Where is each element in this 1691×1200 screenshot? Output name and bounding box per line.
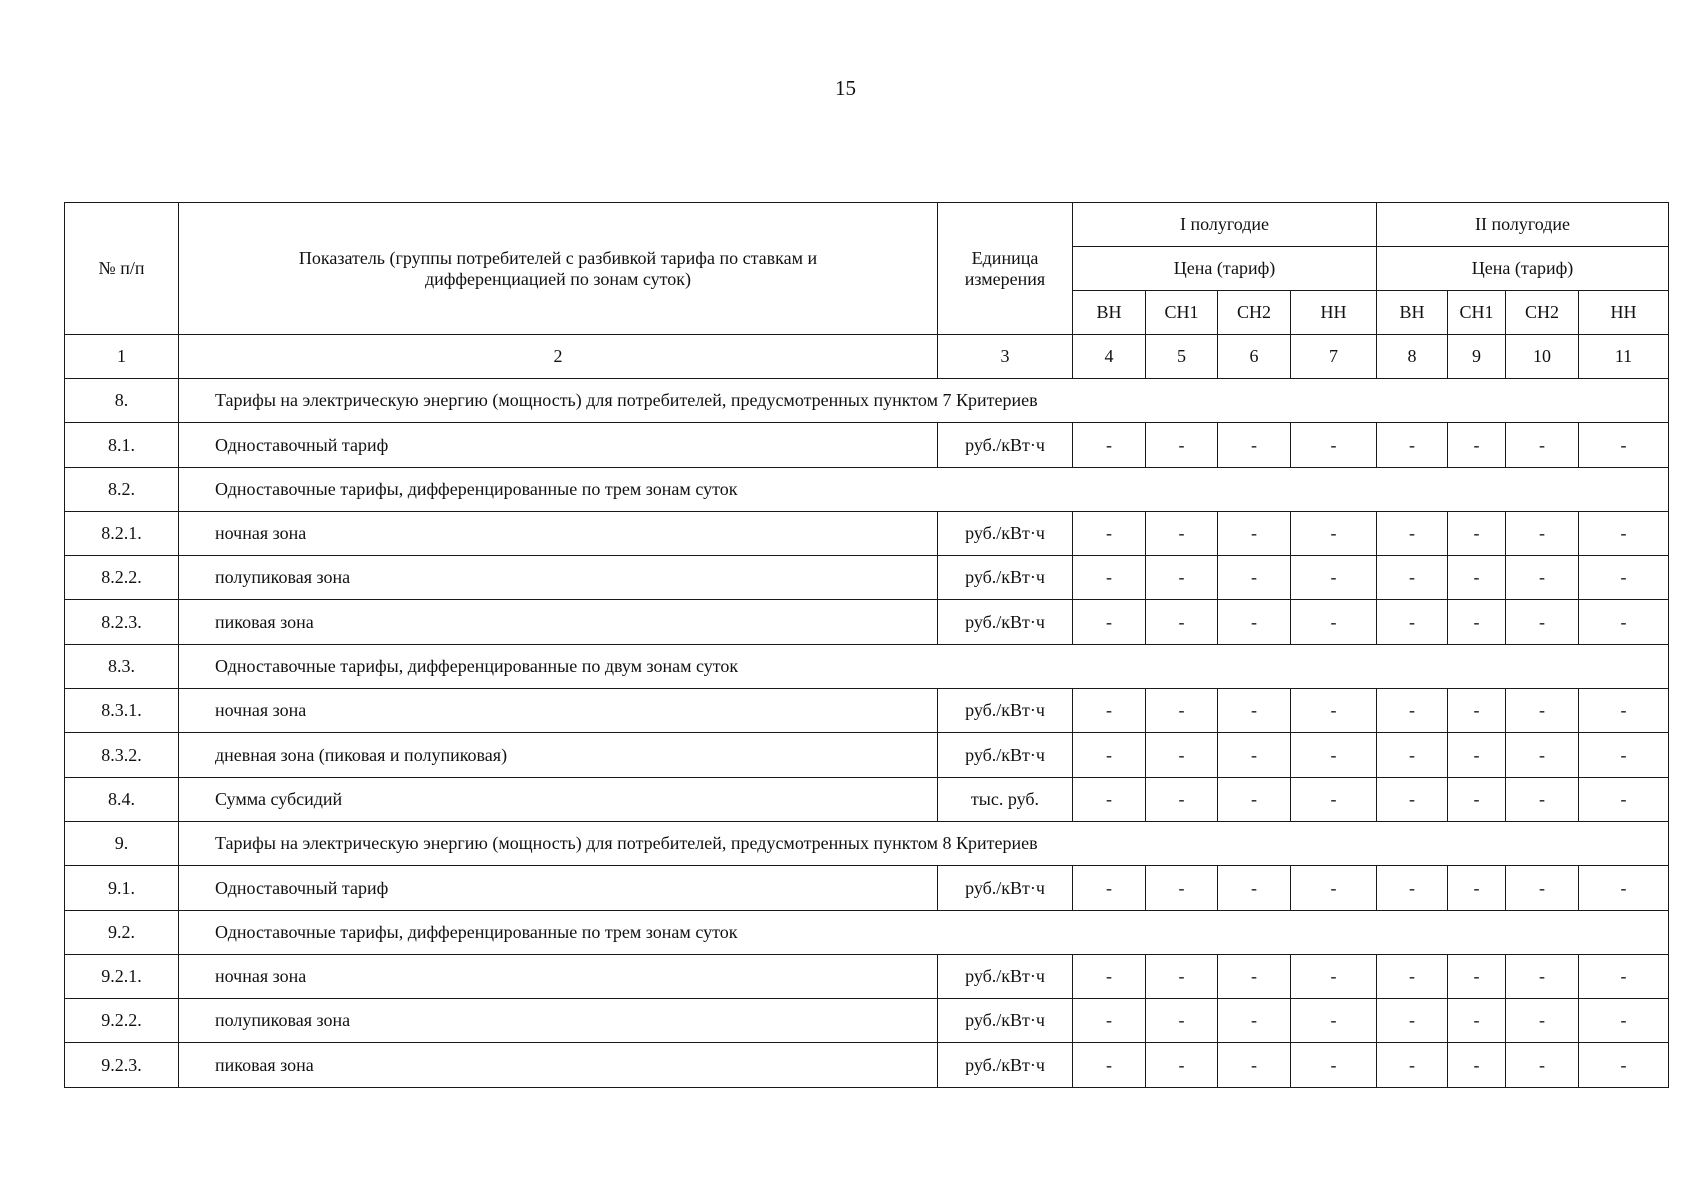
value-cell: -	[1579, 777, 1669, 821]
value-cell: -	[1218, 556, 1291, 600]
level-sn2-2: СН2	[1506, 291, 1579, 335]
col-number: 6	[1218, 335, 1291, 379]
value-cell: -	[1146, 733, 1218, 777]
row-number: 9.1.	[65, 866, 179, 910]
value-cell: -	[1506, 511, 1579, 555]
col-number: 9	[1448, 335, 1506, 379]
header-col-unit: Единица измерения	[938, 203, 1073, 335]
value-cell: -	[1448, 733, 1506, 777]
value-cell: -	[1377, 556, 1448, 600]
header-col-num: № п/п	[65, 203, 179, 335]
col-number: 5	[1146, 335, 1218, 379]
value-cell: -	[1448, 866, 1506, 910]
value-cell: -	[1377, 954, 1448, 998]
value-cell: -	[1073, 423, 1146, 467]
header-half-1: I полугодие	[1073, 203, 1377, 247]
value-cell: -	[1506, 600, 1579, 644]
value-cell: -	[1073, 999, 1146, 1043]
section-title: Одноставочные тарифы, дифференцированные по трем зонам суток	[179, 910, 1669, 954]
value-cell: -	[1506, 999, 1579, 1043]
row-number: 9.	[65, 821, 179, 865]
header-price-2: Цена (тариф)	[1377, 247, 1669, 291]
section-title: Одноставочные тарифы, дифференцированные по трем зонам суток	[179, 467, 1669, 511]
unit-cell: руб./кВт·ч	[938, 954, 1073, 998]
row-number: 9.2.	[65, 910, 179, 954]
section-row	[65, 644, 1669, 688]
value-cell: -	[1291, 511, 1377, 555]
row-number: 8.2.2.	[65, 556, 179, 600]
unit-cell: руб./кВт·ч	[938, 733, 1073, 777]
value-cell: -	[1448, 1043, 1506, 1087]
value-cell: -	[1506, 556, 1579, 600]
section-title: Тарифы на электрическую энергию (мощность) для потребителей, предусмотренных пунктом 8 Критериев	[179, 821, 1669, 865]
value-cell: -	[1291, 1043, 1377, 1087]
table-row	[65, 999, 1669, 1043]
value-cell: -	[1218, 511, 1291, 555]
unit-cell: руб./кВт·ч	[938, 600, 1073, 644]
indicator-cell: пиковая зона	[179, 1043, 938, 1087]
value-cell: -	[1448, 689, 1506, 733]
value-cell: -	[1377, 999, 1448, 1043]
indicator-cell: Одноставочный тариф	[179, 866, 938, 910]
value-cell: -	[1073, 689, 1146, 733]
value-cell: -	[1506, 866, 1579, 910]
value-cell: -	[1146, 689, 1218, 733]
indicator-cell: полупиковая зона	[179, 999, 938, 1043]
unit-cell: руб./кВт·ч	[938, 556, 1073, 600]
unit-cell: руб./кВт·ч	[938, 999, 1073, 1043]
value-cell: -	[1448, 999, 1506, 1043]
table-row	[65, 733, 1669, 777]
value-cell: -	[1579, 423, 1669, 467]
value-cell: -	[1218, 999, 1291, 1043]
row-number: 8.4.	[65, 777, 179, 821]
value-cell: -	[1146, 954, 1218, 998]
value-cell: -	[1073, 600, 1146, 644]
col-number: 10	[1506, 335, 1579, 379]
value-cell: -	[1579, 600, 1669, 644]
row-number: 9.2.1.	[65, 954, 179, 998]
col-number: 1	[65, 335, 179, 379]
level-vn-1: ВН	[1073, 291, 1146, 335]
value-cell: -	[1073, 733, 1146, 777]
indicator-cell: полупиковая зона	[179, 556, 938, 600]
value-cell: -	[1377, 423, 1448, 467]
value-cell: -	[1218, 954, 1291, 998]
value-cell: -	[1073, 1043, 1146, 1087]
level-nn-1: НН	[1291, 291, 1377, 335]
value-cell: -	[1579, 689, 1669, 733]
row-number: 8.3.2.	[65, 733, 179, 777]
row-number: 9.2.2.	[65, 999, 179, 1043]
indicator-cell: дневная зона (пиковая и полупиковая)	[179, 733, 938, 777]
value-cell: -	[1218, 1043, 1291, 1087]
unit-cell: руб./кВт·ч	[938, 423, 1073, 467]
value-cell: -	[1506, 423, 1579, 467]
value-cell: -	[1448, 511, 1506, 555]
table-row	[65, 1043, 1669, 1087]
value-cell: -	[1579, 511, 1669, 555]
value-cell: -	[1448, 423, 1506, 467]
row-number: 8.2.1.	[65, 511, 179, 555]
level-sn1-2: СН1	[1448, 291, 1506, 335]
row-number: 9.2.3.	[65, 1043, 179, 1087]
value-cell: -	[1291, 733, 1377, 777]
row-number: 8.2.3.	[65, 600, 179, 644]
row-number: 8.3.	[65, 644, 179, 688]
value-cell: -	[1579, 556, 1669, 600]
value-cell: -	[1218, 866, 1291, 910]
row-number: 8.	[65, 379, 179, 423]
value-cell: -	[1073, 954, 1146, 998]
value-cell: -	[1073, 556, 1146, 600]
header-row-halves	[65, 203, 1669, 247]
section-row	[65, 821, 1669, 865]
value-cell: -	[1291, 777, 1377, 821]
value-cell: -	[1291, 556, 1377, 600]
value-cell: -	[1218, 423, 1291, 467]
value-cell: -	[1377, 689, 1448, 733]
value-cell: -	[1506, 1043, 1579, 1087]
unit-cell: руб./кВт·ч	[938, 511, 1073, 555]
value-cell: -	[1291, 689, 1377, 733]
unit-cell: тыс. руб.	[938, 777, 1073, 821]
value-cell: -	[1291, 999, 1377, 1043]
value-cell: -	[1448, 600, 1506, 644]
col-number: 11	[1579, 335, 1669, 379]
indicator-cell: Сумма субсидий	[179, 777, 938, 821]
value-cell: -	[1073, 866, 1146, 910]
value-cell: -	[1579, 866, 1669, 910]
header-row-column-numbers	[65, 335, 1669, 379]
table-row	[65, 556, 1669, 600]
value-cell: -	[1073, 777, 1146, 821]
section-row	[65, 910, 1669, 954]
table-row	[65, 954, 1669, 998]
level-sn2-1: СН2	[1218, 291, 1291, 335]
table-row	[65, 423, 1669, 467]
value-cell: -	[1218, 600, 1291, 644]
row-number: 8.2.	[65, 467, 179, 511]
indicator-cell: ночная зона	[179, 689, 938, 733]
value-cell: -	[1291, 423, 1377, 467]
value-cell: -	[1377, 600, 1448, 644]
page-number: 15	[835, 76, 856, 100]
value-cell: -	[1377, 866, 1448, 910]
section-row	[65, 467, 1669, 511]
table-row	[65, 511, 1669, 555]
section-title: Тарифы на электрическую энергию (мощность) для потребителей, предусмотренных пунктом 7 Критериев	[179, 379, 1669, 423]
unit-cell: руб./кВт·ч	[938, 866, 1073, 910]
value-cell: -	[1218, 733, 1291, 777]
value-cell: -	[1377, 1043, 1448, 1087]
section-title: Одноставочные тарифы, дифференцированные по двум зонам суток	[179, 644, 1669, 688]
indicator-cell: ночная зона	[179, 954, 938, 998]
value-cell: -	[1579, 733, 1669, 777]
value-cell: -	[1146, 1043, 1218, 1087]
header-half-2: II полугодие	[1377, 203, 1669, 247]
col-number: 2	[179, 335, 938, 379]
value-cell: -	[1146, 600, 1218, 644]
value-cell: -	[1073, 511, 1146, 555]
value-cell: -	[1146, 777, 1218, 821]
value-cell: -	[1579, 999, 1669, 1043]
value-cell: -	[1377, 777, 1448, 821]
value-cell: -	[1291, 600, 1377, 644]
indicator-cell: Одноставочный тариф	[179, 423, 938, 467]
col-number: 4	[1073, 335, 1146, 379]
value-cell: -	[1506, 689, 1579, 733]
value-cell: -	[1291, 866, 1377, 910]
value-cell: -	[1146, 511, 1218, 555]
section-row	[65, 379, 1669, 423]
value-cell: -	[1146, 556, 1218, 600]
value-cell: -	[1506, 733, 1579, 777]
col-number: 3	[938, 335, 1073, 379]
tariff-table	[64, 202, 1669, 1088]
value-cell: -	[1506, 777, 1579, 821]
value-cell: -	[1377, 733, 1448, 777]
level-sn1-1: СН1	[1146, 291, 1218, 335]
table-row	[65, 689, 1669, 733]
unit-cell: руб./кВт·ч	[938, 1043, 1073, 1087]
row-number: 8.1.	[65, 423, 179, 467]
indicator-cell: ночная зона	[179, 511, 938, 555]
value-cell: -	[1146, 866, 1218, 910]
col-number: 8	[1377, 335, 1448, 379]
value-cell: -	[1448, 954, 1506, 998]
value-cell: -	[1377, 511, 1448, 555]
table-row	[65, 600, 1669, 644]
value-cell: -	[1579, 1043, 1669, 1087]
level-vn-2: ВН	[1377, 291, 1448, 335]
col-number: 7	[1291, 335, 1377, 379]
table-row	[65, 777, 1669, 821]
value-cell: -	[1448, 777, 1506, 821]
value-cell: -	[1146, 423, 1218, 467]
header-col-indicator: Показатель (группы потребителей с разбивкой тарифа по ставкам и дифференциацией по зонам суток)	[179, 203, 938, 335]
header-price-1: Цена (тариф)	[1073, 247, 1377, 291]
row-number: 8.3.1.	[65, 689, 179, 733]
value-cell: -	[1448, 556, 1506, 600]
value-cell: -	[1146, 999, 1218, 1043]
table-row	[65, 866, 1669, 910]
unit-cell: руб./кВт·ч	[938, 689, 1073, 733]
value-cell: -	[1218, 777, 1291, 821]
indicator-cell: пиковая зона	[179, 600, 938, 644]
level-nn-2: НН	[1579, 291, 1669, 335]
value-cell: -	[1579, 954, 1669, 998]
value-cell: -	[1291, 954, 1377, 998]
value-cell: -	[1218, 689, 1291, 733]
value-cell: -	[1506, 954, 1579, 998]
